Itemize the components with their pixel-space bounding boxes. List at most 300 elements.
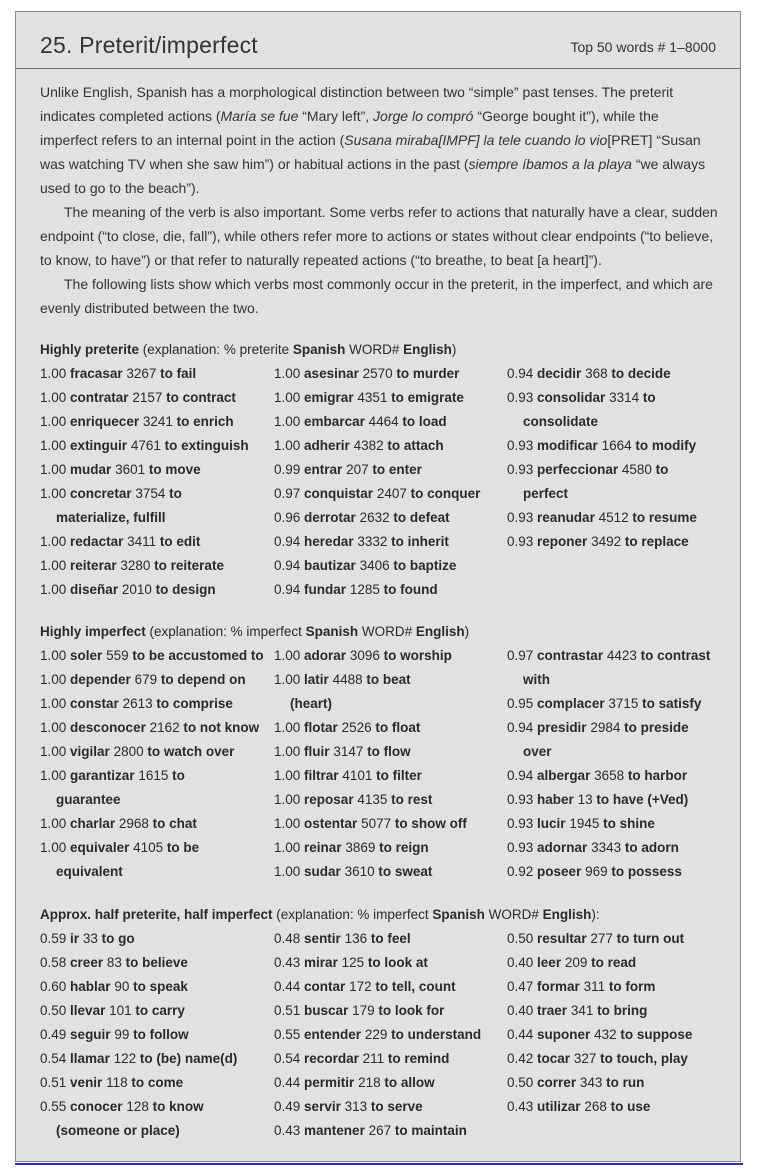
entry-word-number: 125 <box>341 955 365 970</box>
entry-percent: 0.93 <box>507 816 534 831</box>
entry-word-number: 3492 <box>591 534 622 549</box>
entry-word-number: 4351 <box>357 390 388 405</box>
entry-percent: 0.94 <box>507 768 534 783</box>
entry-english-gloss: to conquer <box>410 486 481 501</box>
entry-percent: 0.55 <box>274 1027 301 1042</box>
entry-english-gloss: to contrast <box>640 648 711 663</box>
entry-gloss-continuation: (someone or place) <box>56 1123 180 1138</box>
list-item <box>507 716 732 764</box>
entry-english-gloss: to extinguish <box>164 438 249 453</box>
explanation-english: English <box>542 907 592 922</box>
entry-column <box>507 644 732 884</box>
entry-word-number: 3406 <box>359 558 390 573</box>
entry-word-number: 209 <box>564 955 588 970</box>
entry-percent: 1.00 <box>274 720 301 735</box>
entry-percent: 0.93 <box>507 840 534 855</box>
entry-english-gloss: to rest <box>391 792 433 807</box>
entry-english-gloss: to murder <box>396 366 460 381</box>
entry-word-number: 99 <box>114 1027 130 1042</box>
entry-spanish-word: mirar <box>304 955 338 970</box>
list-item <box>507 1095 732 1119</box>
entry-word-number: 1664 <box>601 438 632 453</box>
entry-english-gloss: to be <box>166 840 200 855</box>
entry-word-number: 4761 <box>130 438 161 453</box>
entry-percent: 0.94 <box>274 558 301 573</box>
entry-word-number: 4580 <box>621 462 652 477</box>
list-item <box>40 362 272 386</box>
entry-percent: 1.00 <box>274 366 301 381</box>
entry-percent: 1.00 <box>40 840 67 855</box>
entry-spanish-word: fracasar <box>70 366 123 381</box>
intro-text-run: [PRET] “Susan was watching TV when she saw him”) or habitual actions in the past ( <box>40 132 701 172</box>
entry-english-gloss: to understand <box>391 1027 482 1042</box>
entry-percent: 1.00 <box>40 744 67 759</box>
spanish-example: María se fue <box>220 108 299 124</box>
entry-english-gloss: to turn out <box>616 931 685 946</box>
entry-spanish-word: equivaler <box>70 840 130 855</box>
entry-spanish-word: extinguir <box>70 438 128 453</box>
section-title: Highly preterite <box>40 342 140 357</box>
entry-english-gloss: to satisfy <box>642 696 702 711</box>
intro-text-run: “Mary left”, <box>298 108 374 124</box>
entry-spanish-word: formar <box>537 979 580 994</box>
entry-english-gloss: to preside <box>624 720 689 735</box>
list-item <box>274 554 506 578</box>
entry-spanish-word: adherir <box>304 438 350 453</box>
entry-word-number: 33 <box>82 931 98 946</box>
entry-percent: 0.97 <box>274 486 301 501</box>
entry-percent: 0.44 <box>507 1027 534 1042</box>
entry-spanish-word: asesinar <box>304 366 359 381</box>
entry-percent: 1.00 <box>274 390 301 405</box>
entry-percent: 1.00 <box>40 366 67 381</box>
entry-english-gloss: to have (+Ved) <box>596 792 689 807</box>
entry-word-number: 368 <box>585 366 608 381</box>
entry-percent: 0.55 <box>40 1099 67 1114</box>
entry-percent: 0.60 <box>40 979 67 994</box>
entry-spanish-word: adorar <box>304 648 347 663</box>
explanation-spanish: Spanish <box>305 624 359 639</box>
section-title: Highly imperfect <box>40 624 146 639</box>
list-item <box>507 1047 732 1071</box>
entry-english-gloss: to move <box>148 462 201 477</box>
entry-word-number: 559 <box>106 648 129 663</box>
entry-word-number: 341 <box>570 1003 594 1018</box>
entry-english-gloss: to defeat <box>393 510 450 525</box>
entry-word-number: 3241 <box>142 414 173 429</box>
entry-spanish-word: servir <box>304 1099 341 1114</box>
section-heading <box>40 903 730 927</box>
entry-columns <box>40 362 730 602</box>
entry-word-number: 3658 <box>594 768 625 783</box>
list-item <box>40 482 272 530</box>
entry-spanish-word: vigilar <box>70 744 110 759</box>
entry-word-number: 267 <box>368 1123 392 1138</box>
entry-percent: 0.50 <box>507 1075 534 1090</box>
explanation-spanish: Spanish <box>292 342 346 357</box>
entry-spanish-word: traer <box>537 1003 568 1018</box>
entry-spanish-word: modificar <box>537 438 598 453</box>
list-item <box>507 812 732 836</box>
list-item <box>40 812 272 836</box>
entry-word-number: 13 <box>577 792 593 807</box>
entry-word-number: 3343 <box>591 840 622 855</box>
list-item <box>40 458 272 482</box>
entry-english-gloss: to feel <box>370 931 411 946</box>
entry-spanish-word: soler <box>70 648 103 663</box>
entry-word-number: 90 <box>114 979 130 994</box>
entry-english-gloss: to enter <box>372 462 422 477</box>
top-words-range: Top 50 words # 1–8000 <box>570 39 716 55</box>
entry-english-gloss: to enrich <box>176 414 234 429</box>
list-item <box>274 740 506 764</box>
intro-text <box>40 80 720 320</box>
entry-percent: 1.00 <box>274 648 301 663</box>
section-half-preterite-half-imperfect <box>40 903 730 1167</box>
entry-spanish-word: charlar <box>70 816 116 831</box>
list-item <box>274 1119 506 1143</box>
entry-english-gloss: to chat <box>152 816 197 831</box>
entry-english-gloss: to replace <box>624 534 689 549</box>
entry-percent: 0.92 <box>507 864 534 879</box>
entry-english-gloss: to inherit <box>391 534 449 549</box>
entry-word-number: 3147 <box>333 744 364 759</box>
entry-gloss-continuation: materialize, fulfill <box>56 510 166 525</box>
entry-word-number: 3610 <box>344 864 375 879</box>
entry-english-gloss: to <box>172 768 185 783</box>
entry-column <box>274 644 506 884</box>
entry-spanish-word: enriquecer <box>70 414 140 429</box>
entry-percent: 0.94 <box>507 720 534 735</box>
entry-spanish-word: mantener <box>304 1123 365 1138</box>
list-item <box>40 692 272 716</box>
entry-percent: 0.94 <box>274 582 301 597</box>
entry-percent: 0.42 <box>507 1051 534 1066</box>
entry-word-number: 2157 <box>132 390 163 405</box>
entry-word-number: 4135 <box>357 792 388 807</box>
entry-english-gloss: to filter <box>376 768 422 783</box>
intro-text-run: Unlike English, Spanish has a morphological distinction between two “simple” past tenses. The preterit indicates completed actions ( <box>40 84 674 124</box>
entry-spanish-word: leer <box>537 955 562 970</box>
entry-spanish-word: entender <box>304 1027 362 1042</box>
entry-column <box>274 927 506 1143</box>
entry-spanish-word: fundar <box>304 582 347 597</box>
intro-text-run: “we always used to go to the beach”). <box>40 156 706 196</box>
entry-percent: 0.93 <box>507 462 534 477</box>
entry-word-number: 101 <box>109 1003 132 1018</box>
entry-columns <box>40 644 730 884</box>
entry-spanish-word: constar <box>70 696 119 711</box>
entry-word-number: 432 <box>594 1027 617 1042</box>
entry-spanish-word: venir <box>70 1075 103 1090</box>
entry-word-number: 277 <box>590 931 613 946</box>
entry-spanish-word: llamar <box>70 1051 110 1066</box>
list-item <box>274 1023 506 1047</box>
entry-english-gloss: to look for <box>378 1003 445 1018</box>
entry-spanish-word: conocer <box>70 1099 123 1114</box>
entry-word-number: 128 <box>126 1099 149 1114</box>
entry-word-number: 172 <box>349 979 372 994</box>
entry-english-gloss: to resume <box>632 510 697 525</box>
list-item <box>274 644 506 668</box>
explanation-english: English <box>403 342 452 357</box>
entry-word-number: 122 <box>113 1051 137 1066</box>
section-heading <box>40 620 730 644</box>
entry-english-gloss: to remind <box>387 1051 450 1066</box>
entry-word-number: 3314 <box>609 390 640 405</box>
entry-english-gloss: to speak <box>133 979 188 994</box>
entry-english-gloss: to reign <box>379 840 429 855</box>
entry-english-gloss: to shine <box>603 816 655 831</box>
entry-spanish-word: consolidar <box>537 390 606 405</box>
entry-word-number: 3267 <box>126 366 157 381</box>
entry-word-number: 4488 <box>332 672 363 687</box>
entry-word-number: 4423 <box>606 648 637 663</box>
list-item <box>507 644 732 692</box>
entry-column <box>40 644 272 884</box>
entry-word-number: 1615 <box>138 768 169 783</box>
entry-spanish-word: ostentar <box>304 816 358 831</box>
list-item <box>40 1095 272 1143</box>
intro-paragraph-3: The following lists show which verbs most commonly occur in the preterit, in the imperfect, and which are evenly distributed between the two. <box>40 276 713 316</box>
entry-gloss-continuation: over <box>523 744 552 759</box>
entry-gloss-continuation: equivalent <box>56 864 123 879</box>
entry-gloss-continuation: (heart) <box>290 696 333 711</box>
list-item <box>40 578 272 602</box>
entry-spanish-word: resultar <box>537 931 587 946</box>
list-item <box>40 975 272 999</box>
page-title: 25. Preterit/imperfect <box>40 32 258 58</box>
entry-percent: 0.43 <box>507 1099 534 1114</box>
entry-spanish-word: sentir <box>304 931 341 946</box>
entry-spanish-word: correr <box>537 1075 577 1090</box>
list-item <box>274 362 506 386</box>
list-item <box>507 506 732 530</box>
entry-english-gloss: to run <box>606 1075 645 1090</box>
entry-column <box>40 362 272 602</box>
entry-english-gloss: to come <box>131 1075 184 1090</box>
entry-english-gloss: to emigrate <box>391 390 464 405</box>
entry-gloss-continuation: consolidate <box>523 414 599 429</box>
list-item <box>507 951 732 975</box>
entry-spanish-word: presidir <box>537 720 587 735</box>
entry-english-gloss: to watch over <box>147 744 235 759</box>
entry-word-number: 83 <box>106 955 122 970</box>
entry-percent: 1.00 <box>274 414 301 429</box>
entry-english-gloss: to believe <box>125 955 188 970</box>
entry-percent: 0.93 <box>507 534 534 549</box>
entry-english-gloss: to know <box>152 1099 204 1114</box>
entry-percent: 0.99 <box>274 462 301 477</box>
entry-percent: 1.00 <box>40 390 67 405</box>
list-item <box>40 1071 272 1095</box>
list-item <box>274 860 506 884</box>
entry-spanish-word: ir <box>70 931 80 946</box>
entry-percent: 0.51 <box>40 1075 67 1090</box>
explanation-close: ): <box>591 907 600 922</box>
entry-word-number: 343 <box>579 1075 603 1090</box>
entry-english-gloss: to suppose <box>620 1027 693 1042</box>
entry-word-number: 311 <box>583 979 606 994</box>
entry-spanish-word: complacer <box>537 696 605 711</box>
entry-word-number: 2162 <box>149 720 180 735</box>
list-item <box>40 434 272 458</box>
list-item <box>274 530 506 554</box>
entry-english-gloss: to worship <box>383 648 452 663</box>
entry-percent: 1.00 <box>40 438 67 453</box>
entry-word-number: 2632 <box>359 510 390 525</box>
entry-percent: 1.00 <box>40 720 67 735</box>
list-item <box>507 764 732 788</box>
list-item <box>274 506 506 530</box>
list-item <box>40 554 272 578</box>
entry-percent: 0.51 <box>274 1003 301 1018</box>
entry-spanish-word: contratar <box>70 390 129 405</box>
entry-spanish-word: contrastar <box>537 648 604 663</box>
entry-spanish-word: reiterar <box>70 558 117 573</box>
intro-text-run: “George bought it”), while the imperfect refers to an internal point in the action ( <box>40 108 659 148</box>
entry-english-gloss: to <box>655 462 669 477</box>
entry-percent: 1.00 <box>40 696 67 711</box>
entry-spanish-word: perfeccionar <box>537 462 619 477</box>
entry-word-number: 3601 <box>115 462 146 477</box>
list-item <box>40 951 272 975</box>
entry-percent: 0.93 <box>507 390 534 405</box>
list-item <box>274 458 506 482</box>
list-item <box>274 668 506 716</box>
list-item <box>274 434 506 458</box>
explanation-spanish: Spanish <box>432 907 485 922</box>
entry-spanish-word: desconocer <box>70 720 146 735</box>
entry-word-number: 2526 <box>341 720 372 735</box>
entry-spanish-word: seguir <box>70 1027 111 1042</box>
list-item <box>40 530 272 554</box>
entry-percent: 1.00 <box>40 414 67 429</box>
list-item <box>40 740 272 764</box>
entry-spanish-word: hablar <box>70 979 111 994</box>
entry-spanish-word: embarcar <box>304 414 365 429</box>
entry-column <box>40 927 272 1143</box>
explanation-open: (explanation: % imperfect <box>272 907 433 922</box>
entry-word-number: 4382 <box>353 438 384 453</box>
entry-word-number: 3715 <box>608 696 639 711</box>
list-item <box>40 386 272 410</box>
bottom-rule <box>15 1163 743 1165</box>
list-item <box>274 1071 506 1095</box>
explanation-close: ) <box>464 624 470 639</box>
explanation-open: (explanation: % preterite <box>139 342 293 357</box>
list-item <box>274 716 506 740</box>
entry-word-number: 211 <box>362 1051 385 1066</box>
list-item <box>40 1023 272 1047</box>
entry-word-number: 3096 <box>349 648 380 663</box>
entry-percent: 0.44 <box>274 979 301 994</box>
entry-word-number: 679 <box>134 672 158 687</box>
entry-percent: 1.00 <box>40 534 67 549</box>
entry-english-gloss: to fail <box>160 366 197 381</box>
list-item <box>274 1047 506 1071</box>
entry-word-number: 4105 <box>133 840 164 855</box>
entry-english-gloss: to be accustomed to <box>132 648 264 663</box>
section-highly-preterite <box>40 338 730 602</box>
entry-word-number: 207 <box>346 462 369 477</box>
explanation-english: English <box>415 624 465 639</box>
explanation-word: WORD# <box>484 907 543 922</box>
entry-columns <box>40 927 730 1167</box>
entry-spanish-word: llevar <box>70 1003 106 1018</box>
entry-percent: 1.00 <box>40 768 67 783</box>
entry-english-gloss: to comprise <box>156 696 233 711</box>
entry-percent: 0.43 <box>274 1123 301 1138</box>
list-item <box>507 927 732 951</box>
entry-english-gloss: to edit <box>159 534 201 549</box>
entry-gloss-continuation: with <box>523 672 550 687</box>
entry-spanish-word: buscar <box>304 1003 349 1018</box>
entry-percent: 0.94 <box>274 534 301 549</box>
entry-word-number: 118 <box>106 1075 128 1090</box>
page-panel <box>15 11 741 1162</box>
section-title: Approx. half preterite, half imperfect <box>40 907 273 922</box>
entry-gloss-continuation: guarantee <box>56 792 121 807</box>
entry-spanish-word: reinar <box>304 840 342 855</box>
entry-column <box>274 362 506 602</box>
entry-word-number: 2010 <box>121 582 152 597</box>
entry-percent: 0.40 <box>507 1003 534 1018</box>
entry-percent: 0.54 <box>40 1051 67 1066</box>
list-item <box>507 788 732 812</box>
entry-percent: 0.43 <box>274 955 301 970</box>
list-item <box>507 530 732 554</box>
entry-percent: 1.00 <box>40 486 67 501</box>
entry-percent: 1.00 <box>274 840 301 855</box>
entry-english-gloss: to maintain <box>394 1123 467 1138</box>
entry-word-number: 3754 <box>135 486 166 501</box>
list-item <box>40 999 272 1023</box>
entry-spanish-word: decidir <box>537 366 582 381</box>
entry-word-number: 2407 <box>376 486 407 501</box>
entry-spanish-word: adornar <box>537 840 588 855</box>
entry-english-gloss: to (be) name(d) <box>139 1051 238 1066</box>
entry-english-gloss: to depend on <box>160 672 246 687</box>
entry-spanish-word: redactar <box>70 534 124 549</box>
entry-percent: 0.93 <box>507 792 534 807</box>
entry-english-gloss: to beat <box>366 672 411 687</box>
entry-word-number: 3332 <box>357 534 388 549</box>
entry-english-gloss: to load <box>402 414 447 429</box>
entry-english-gloss: to not know <box>183 720 260 735</box>
explanation-word: WORD# <box>358 624 416 639</box>
intro-paragraph-2: The meaning of the verb is also important. Some verbs refer to actions that naturally have a clear, sudden endpoint (“to close, die, fall”), while others refer more to actions or states without clear endpoints (“to believe, to know, to have”) or that refer to naturally repeated actions (“to breathe, to beat [a heart]”). <box>40 204 718 268</box>
entry-percent: 0.97 <box>507 648 534 663</box>
list-item <box>40 764 272 812</box>
list-item <box>274 812 506 836</box>
list-item <box>40 644 272 668</box>
list-item <box>274 578 506 602</box>
entry-english-gloss: to harbor <box>627 768 688 783</box>
entry-percent: 0.49 <box>40 1027 67 1042</box>
list-item <box>40 927 272 951</box>
entry-english-gloss: to read <box>591 955 637 970</box>
entry-word-number: 2800 <box>113 744 144 759</box>
entry-word-number: 218 <box>358 1075 381 1090</box>
entry-spanish-word: filtrar <box>304 768 339 783</box>
list-item <box>40 836 272 884</box>
entry-english-gloss: to contract <box>166 390 236 405</box>
list-item <box>507 975 732 999</box>
entry-word-number: 4464 <box>368 414 399 429</box>
entry-english-gloss: to go <box>101 931 135 946</box>
entry-english-gloss: to allow <box>384 1075 435 1090</box>
